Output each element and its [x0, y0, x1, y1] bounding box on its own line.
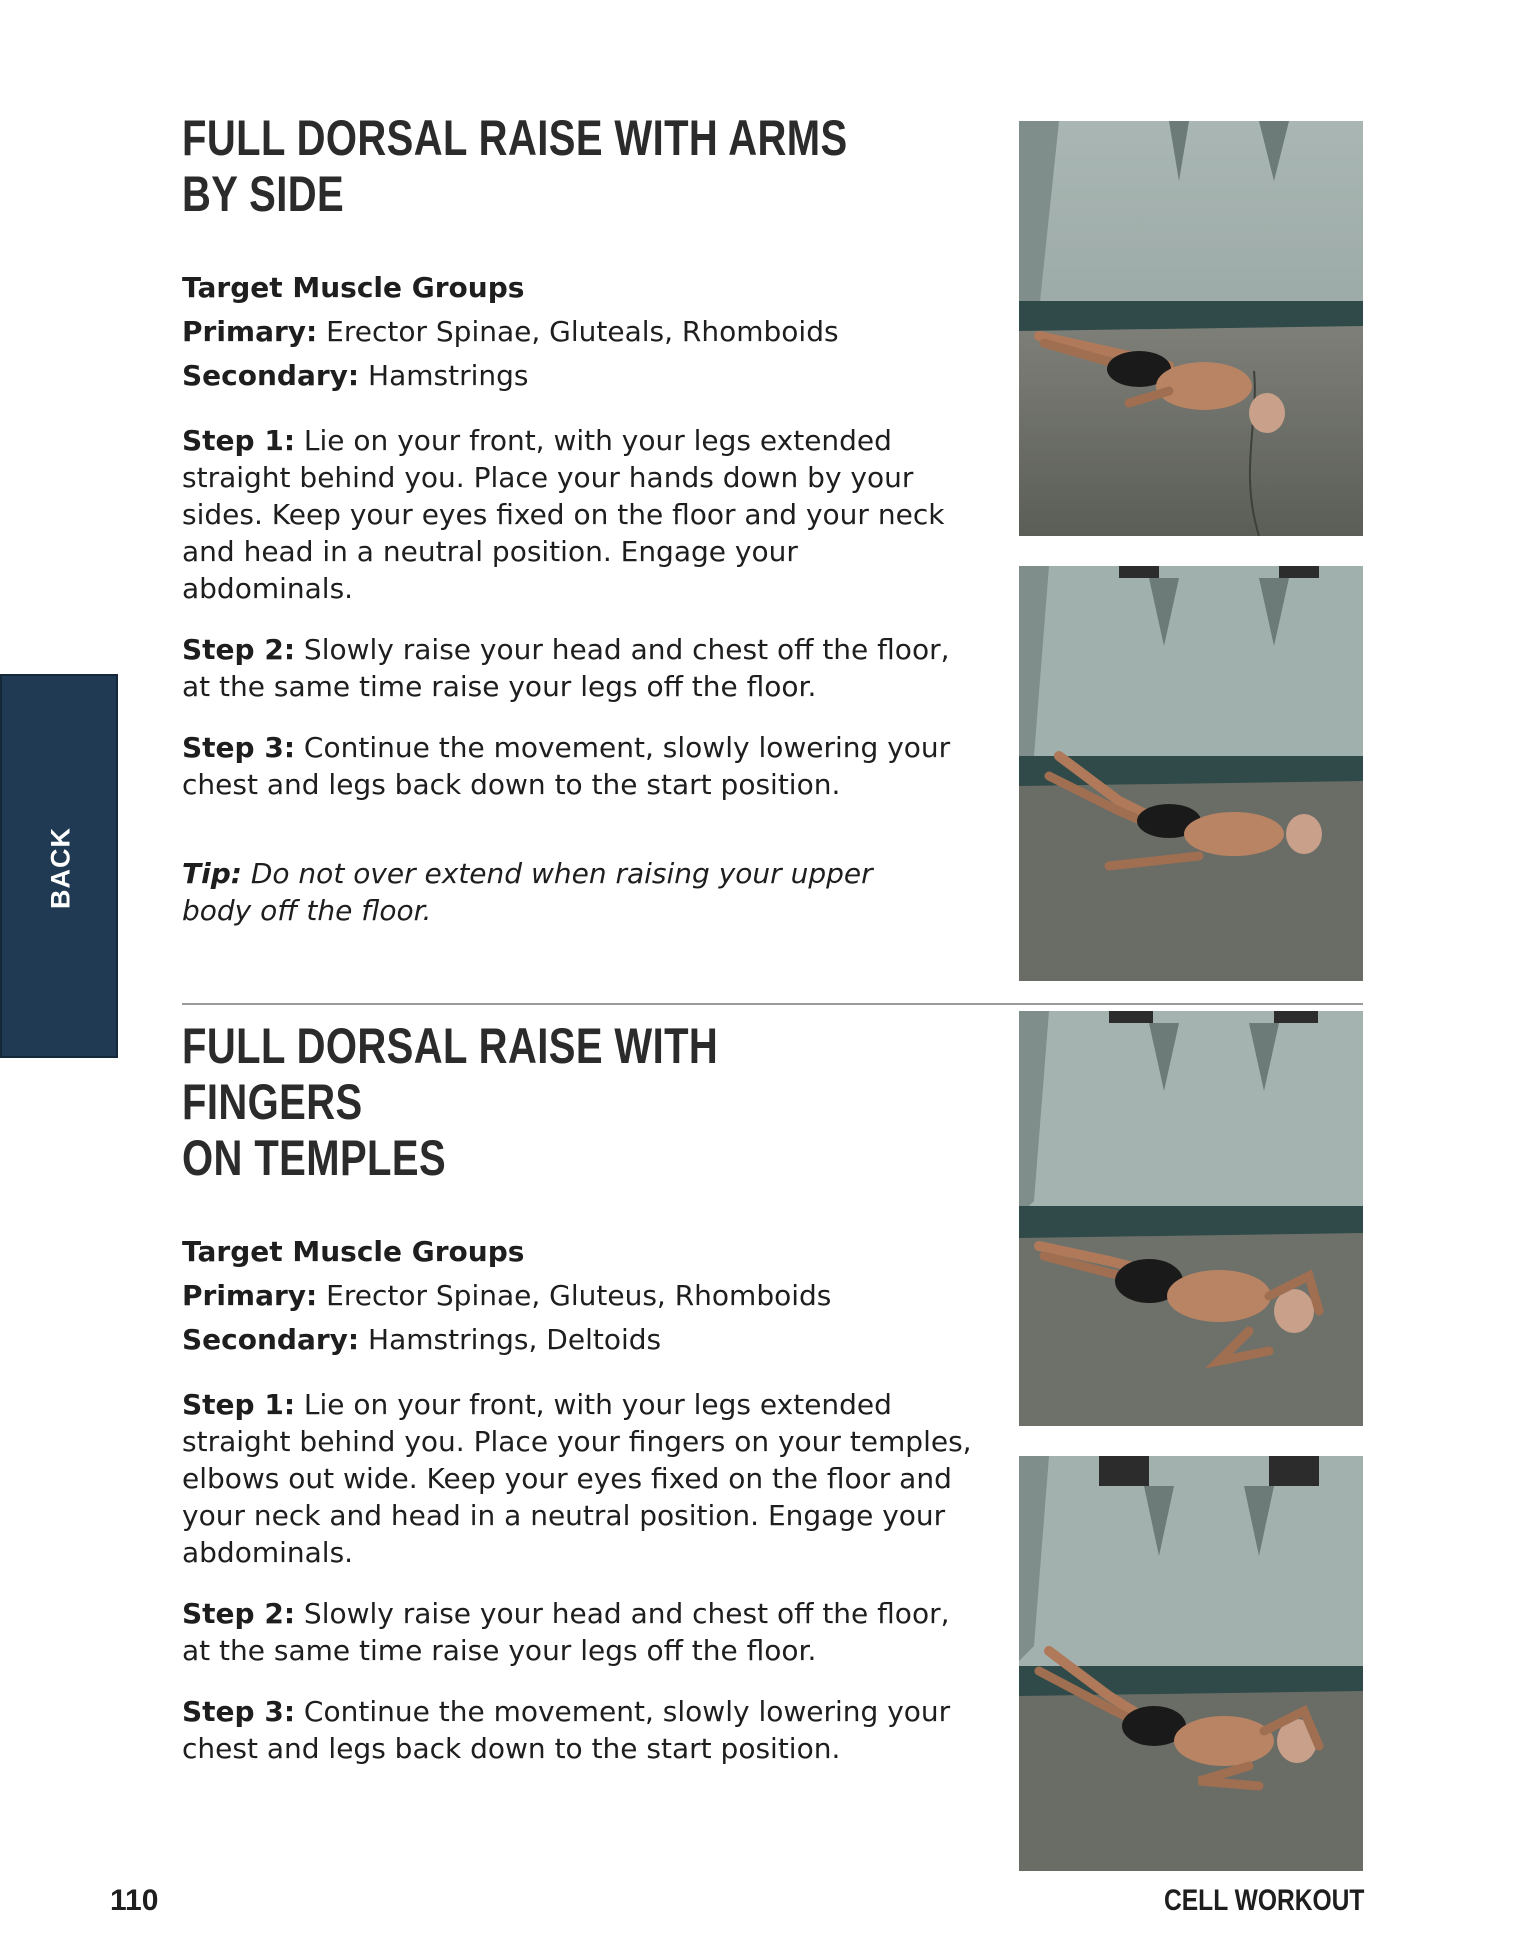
target-muscle-groups [182, 266, 982, 398]
section-divider [182, 1003, 1363, 1005]
target-heading: Target Muscle Groups [182, 271, 525, 304]
title-line-1: FULL DORSAL RAISE WITH ARMS [182, 110, 848, 166]
step-2: Step 2: Slowly raise your head and chest off the floor, at the same time raise your legs off the floor. [182, 1597, 950, 1667]
side-tab-label: BACK [45, 827, 76, 909]
primary-muscles: Primary: Erector Spinae, Gluteals, Rhomboids [182, 315, 839, 348]
primary-muscles: Primary: Erector Spinae, Gluteus, Rhomboids [182, 1279, 832, 1312]
step-1: Step 1: Lie on your front, with your legs extended straight behind you. Place your hands down by your sides. Keep your eyes fixed on the floor and your neck and head in a neutral position. Engage your abdominals. [182, 424, 945, 605]
secondary-muscles: Secondary: Hamstrings [182, 359, 529, 392]
exercise-photo-temples-start [1019, 1011, 1363, 1426]
secondary-muscles: Secondary: Hamstrings, Deltoids [182, 1323, 662, 1356]
exercise-photo-temples-raised [1019, 1456, 1363, 1871]
exercise-photo-raised-position [1019, 566, 1363, 981]
section-side-tab [0, 674, 118, 1058]
exercise-section-fingers-on-temples [182, 1018, 982, 1767]
book-title: CELL WORKOUT [1163, 1884, 1364, 1917]
target-heading: Target Muscle Groups [182, 1235, 525, 1268]
title-line-1: FULL DORSAL RAISE WITH FINGERS [182, 1018, 719, 1130]
title-line-2: BY SIDE [182, 166, 345, 222]
exercise-title [182, 110, 862, 222]
exercise-title [182, 1018, 862, 1186]
step-3: Step 3: Continue the movement, slowly lowering your chest and legs back down to the start position. [182, 1695, 951, 1765]
exercise-photo-start-position [1019, 121, 1363, 536]
step-3: Step 3: Continue the movement, slowly lowering your chest and legs back down to the start position. [182, 731, 951, 801]
step-2: Step 2: Slowly raise your head and chest off the floor, at the same time raise your legs off the floor. [182, 633, 950, 703]
step-1: Step 1: Lie on your front, with your legs extended straight behind you. Place your fingers on your temples, elbows out wide. Keep your eyes fixed on the floor and your neck and head in a neutral position. Engage your abdominals. [182, 1388, 972, 1569]
page-number: 110 [110, 1884, 159, 1917]
tip: Tip: Do not over extend when raising your upper body off the floor. [182, 857, 873, 927]
exercise-section-arms-by-side [182, 110, 982, 929]
target-muscle-groups [182, 1230, 982, 1362]
title-line-2: ON TEMPLES [182, 1130, 447, 1186]
